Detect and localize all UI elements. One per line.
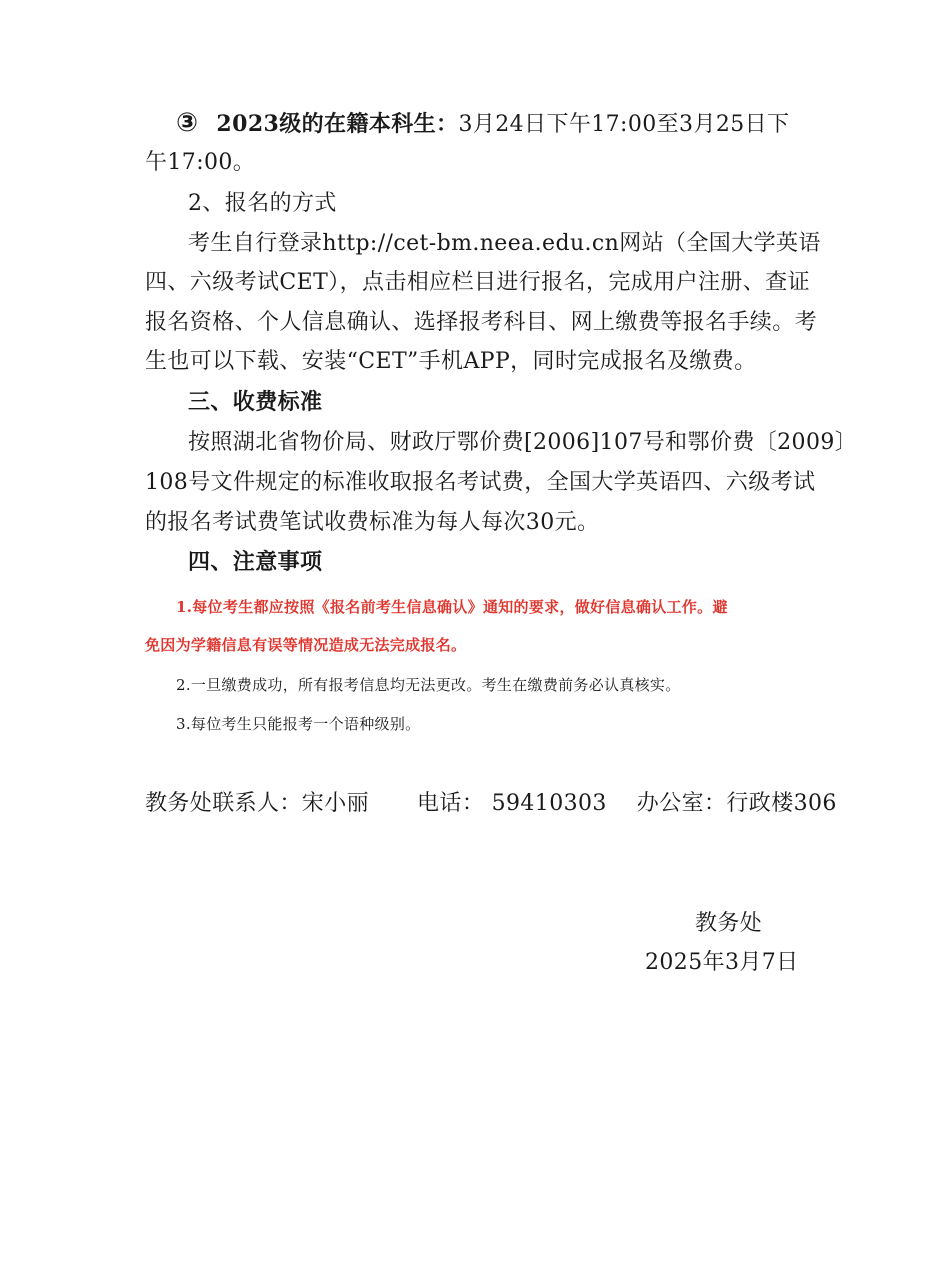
section-2-line-1: 考生自行登录http://cet-bm.neea.edu.cn网站（全国大学英语: [188, 231, 821, 256]
note-3: 3.每位考生只能报考一个语种级别。: [176, 715, 421, 733]
section-2-line-3: 报名资格、个人信息确认、选择报考科目、网上缴费等报名手续。考: [145, 310, 818, 335]
signature-org: 教务处: [695, 911, 763, 936]
item-3-line-1: [176, 108, 789, 140]
note-1-line-2: 免因为学籍信息有误等情况造成无法完成报名。: [145, 636, 467, 654]
item-3-text: 3月24日下午17:00至3月25日下: [458, 112, 790, 137]
contact-office: 办公室：行政楼306: [636, 791, 837, 816]
signature-date: 2025年3月7日: [645, 950, 799, 975]
item-3-label: 2023级的在籍本科生：: [216, 111, 459, 137]
section-2-line-2: 四、六级考试CET），点击相应栏目进行报名，完成用户注册、查证: [145, 270, 810, 295]
section-3-line-2: 108号文件规定的标准收取报名考试费，全国大学英语四、六级考试: [145, 470, 816, 495]
section-2-heading: 2、报名的方式: [188, 191, 337, 216]
note-2: 2.一旦缴费成功，所有报考信息均无法更改。考生在缴费前务必认真核实。: [176, 676, 681, 694]
item-3-line-2: 午17:00。: [145, 150, 256, 175]
contact-phone: 电话： 59410303: [417, 791, 607, 816]
circled-number-3: ③: [176, 108, 199, 138]
section-2-line-4: 生也可以下载、安装“CET”手机APP，同时完成报名及缴费。: [145, 349, 757, 374]
section-3-heading: 三、收费标准: [188, 390, 323, 415]
note-1-line-1: 1.每位考生都应按照《报名前考生信息确认》通知的要求，做好信息确认工作。避: [176, 598, 728, 616]
section-4-heading: 四、注意事项: [188, 550, 323, 575]
section-3-line-1: 按照湖北省物价局、财政厅鄂价费[2006]107号和鄂价费〔2009〕: [188, 430, 858, 455]
contact-line: [145, 789, 837, 819]
contact-person: 教务处联系人：宋小丽: [145, 791, 370, 816]
section-3-line-3: 的报名考试费笔试收费标准为每人每次30元。: [145, 510, 600, 535]
